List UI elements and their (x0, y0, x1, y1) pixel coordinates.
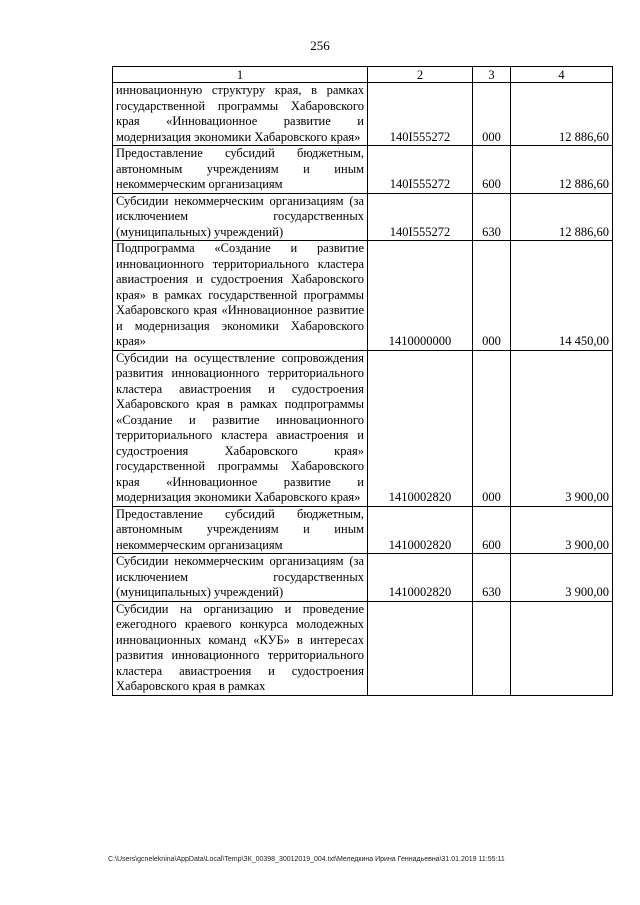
row-description: Субсидии на организацию и проведение ежегодного краевого конкурса молодежных инновационных команд «КУБ» в интересах развития инновационного территориального кластера авиастроения и судостроения Хабаровского края в рамках (113, 601, 368, 695)
footer-file-path: C:\Users\gcneleknina\AppData\Local\Temp\ЗК_00398_30012019_004.txt\Меледкина Ирина Геннадьевна\31.01.2019 11:55:11 (108, 856, 505, 863)
column-header: 3 (473, 67, 511, 83)
column-header: 4 (511, 67, 613, 83)
row-amount: 12 886,60 (511, 146, 613, 194)
row-amount: 3 900,00 (511, 350, 613, 506)
row-type: 000 (473, 83, 511, 146)
row-code (368, 601, 473, 695)
budget-table (112, 66, 613, 696)
row-description: Предоставление субсидий бюджетным, автономным учреждениям и иным некоммерческим организациям (113, 506, 368, 554)
table-header-row (113, 67, 613, 83)
row-code: 140I555272 (368, 146, 473, 194)
table-row (113, 554, 613, 602)
row-type (473, 601, 511, 695)
row-description: Субсидии некоммерческим организациям (за исключением государственных (муниципальных) учреждений) (113, 193, 368, 241)
row-amount: 3 900,00 (511, 554, 613, 602)
column-header: 1 (113, 67, 368, 83)
row-code: 1410002820 (368, 506, 473, 554)
row-amount: 12 886,60 (511, 83, 613, 146)
table-row (113, 146, 613, 194)
row-amount: 3 900,00 (511, 506, 613, 554)
row-amount (511, 601, 613, 695)
column-header: 2 (368, 67, 473, 83)
table-row (113, 83, 613, 146)
row-type: 630 (473, 554, 511, 602)
table-row (113, 193, 613, 241)
row-type: 000 (473, 241, 511, 351)
row-description: Подпрограмма «Создание и развитие инновационного территориального кластера авиастроения и судостроения Хабаровского края» в рамках государственной программы Хабаровского края «Инновационное развитие и модернизация экономики Хабаровского края» (113, 241, 368, 351)
row-code: 140I555272 (368, 83, 473, 146)
page-number: 256 (310, 38, 330, 53)
row-code: 1410002820 (368, 350, 473, 506)
row-type: 600 (473, 146, 511, 194)
row-code: 1410000000 (368, 241, 473, 351)
row-type: 600 (473, 506, 511, 554)
table-row (113, 506, 613, 554)
row-description: Субсидии на осуществление сопровождения развития инновационного территориального кластера авиастроения и судостроения Хабаровского края в рамках подпрограммы «Создание и развитие инновационного территориального кластера авиастроения и судостроения Хабаровского края» государственной программы Хабаровского края «Инновационное развитие и модернизация экономики Хабаровского края» (113, 350, 368, 506)
row-type: 000 (473, 350, 511, 506)
row-description: Субсидии некоммерческим организациям (за исключением государственных (муниципальных) учреждений) (113, 554, 368, 602)
row-code: 140I555272 (368, 193, 473, 241)
row-type: 630 (473, 193, 511, 241)
table-row (113, 350, 613, 506)
row-code: 1410002820 (368, 554, 473, 602)
row-description: инновационную структуру края, в рамках государственной программы Хабаровского края «Инновационное развитие и модернизация экономики Хабаровского края» (113, 83, 368, 146)
table-row (113, 601, 613, 695)
row-amount: 12 886,60 (511, 193, 613, 241)
row-amount: 14 450,00 (511, 241, 613, 351)
table-row (113, 241, 613, 351)
row-description: Предоставление субсидий бюджетным, автономным учреждениям и иным некоммерческим организациям (113, 146, 368, 194)
